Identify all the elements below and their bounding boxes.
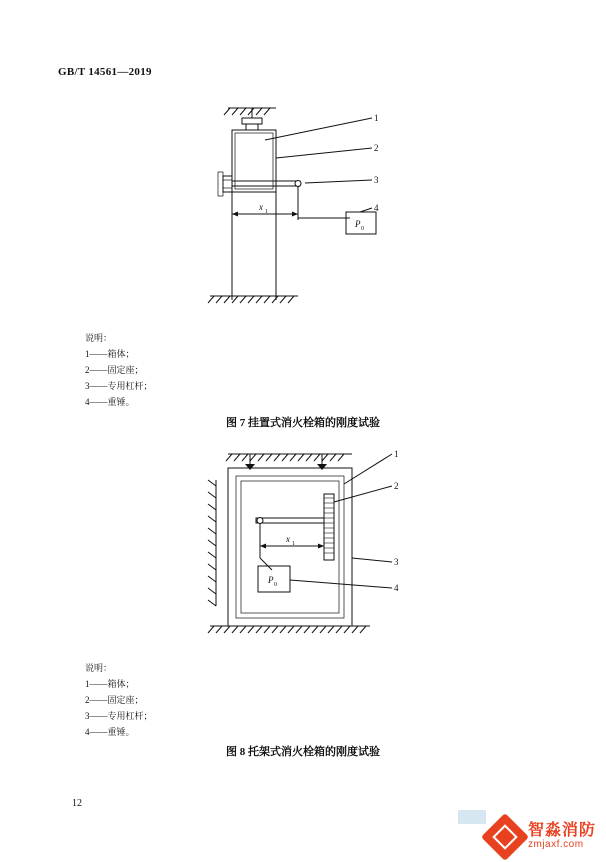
legend-item: 1——箱体； bbox=[85, 679, 135, 689]
watermark-main-text: 智淼消防 bbox=[527, 822, 596, 840]
callout-2: 2 bbox=[374, 143, 379, 153]
dimension-x1: x bbox=[259, 202, 263, 212]
legend-item: 2——固定座； bbox=[85, 695, 144, 705]
weight-p0-sub: 0 bbox=[361, 226, 364, 232]
watermark-tag bbox=[458, 810, 486, 824]
figure-7-caption: 图 7 挂置式消火栓箱的刚度试验 bbox=[226, 417, 380, 429]
callout-1: 1 bbox=[374, 113, 379, 123]
legend-title: 说明： bbox=[85, 663, 113, 673]
callout-3: 3 bbox=[394, 557, 399, 567]
page-number: 12 bbox=[72, 798, 82, 809]
legend-item: 4——重锤。 bbox=[85, 397, 135, 407]
legend-item: 1——箱体； bbox=[85, 349, 135, 359]
figure-8 bbox=[60, 440, 546, 662]
dimension-x1-sub: 1 bbox=[292, 541, 295, 547]
callout-4: 4 bbox=[394, 583, 399, 593]
callout-2: 2 bbox=[394, 481, 399, 491]
figure-8-drawing bbox=[60, 440, 546, 662]
weight-p0-sub: 0 bbox=[274, 582, 277, 588]
watermark-text bbox=[528, 823, 596, 850]
watermark-sub-text: zmjaxf.com bbox=[527, 839, 584, 851]
callout-4: 4 bbox=[374, 203, 379, 213]
callout-1: 1 bbox=[394, 449, 399, 459]
legend-item: 4——重锤。 bbox=[85, 727, 135, 737]
figure-7-legend bbox=[85, 330, 153, 410]
dimension-x1-sub: 1 bbox=[265, 209, 268, 215]
figure-7 bbox=[60, 100, 546, 330]
callout-3: 3 bbox=[374, 175, 379, 185]
figure-8-legend bbox=[85, 660, 153, 740]
weight-p0: P bbox=[268, 575, 274, 585]
legend-title: 说明： bbox=[85, 333, 113, 343]
watermark-logo-icon bbox=[481, 813, 529, 861]
legend-item: 3——专用杠杆； bbox=[85, 711, 153, 721]
dimension-x1: x bbox=[286, 534, 290, 544]
legend-item: 3——专用杠杆； bbox=[85, 381, 153, 391]
legend-item: 2——固定座； bbox=[85, 365, 144, 375]
weight-p0: P bbox=[355, 219, 361, 229]
standard-code: GB/T 14561—2019 bbox=[58, 66, 152, 78]
figure-8-caption: 图 8 托架式消火栓箱的刚度试验 bbox=[226, 746, 380, 758]
figure-7-drawing bbox=[60, 100, 546, 330]
watermark bbox=[488, 820, 596, 854]
